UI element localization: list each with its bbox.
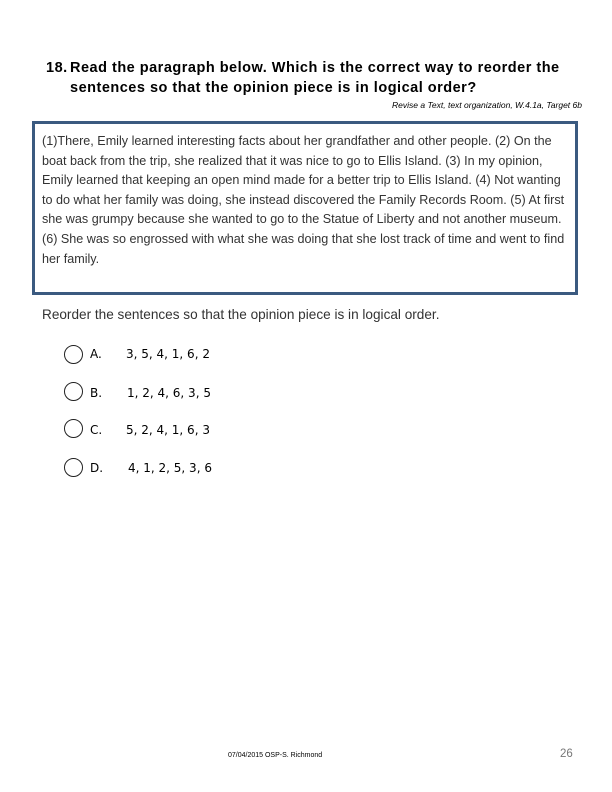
choice-a-answer: 3, 5, 4, 1, 6, 2 <box>126 347 210 361</box>
question-line-2: sentences so that the opinion piece is in logical order? <box>70 80 477 96</box>
standard-reference: Revise a Text, text organization, W.4.1a, Target 6b <box>392 100 582 110</box>
choice-d-answer: 4, 1, 2, 5, 3, 6 <box>128 461 212 475</box>
radio-bubble-d[interactable] <box>64 458 83 477</box>
choice-c-answer: 5, 2, 4, 1, 6, 3 <box>126 423 210 437</box>
choice-d-letter: D. <box>90 461 104 475</box>
question-prompt <box>46 58 586 98</box>
radio-bubble-b[interactable] <box>64 382 83 401</box>
choice-c-letter: C. <box>90 423 103 437</box>
question-number: 18. <box>46 60 68 76</box>
choice-b-answer: 1, 2, 4, 6, 3, 5 <box>127 386 211 400</box>
choice-a-letter: A. <box>90 347 102 361</box>
page-number: 26 <box>560 748 573 760</box>
reorder-instruction: Reorder the sentences so that the opinion piece is in logical order. <box>42 307 440 322</box>
question-line-1: Read the paragraph below. Which is the correct way to reorder the <box>70 60 560 76</box>
choice-b-letter: B. <box>90 386 103 400</box>
radio-bubble-c[interactable] <box>64 419 83 438</box>
passage-box <box>32 121 578 295</box>
passage-last-sentence: (6) She was so engrossed with what she was doing that she lost track of time and went to find her family. <box>42 231 565 266</box>
passage-sentences: (1)There, Emily learned interesting facts about her grandfather and other people. (2) On the boat back from the trip, she realized that it was nice to go to Ellis Island. (3) In my opinion, Emily learned that keeping an open mind made for a better trip to Ellis Island. (4) Not wanting to do what her family was doing, she instead discovered the Family Records Room. (5) At first she was grumpy because she wanted to go to the Statue of Liberty and not another museum. <box>42 134 565 227</box>
radio-bubble-a[interactable] <box>64 345 83 364</box>
footer-credit: 07/04/2015 OSP-S. Richmond <box>228 752 323 759</box>
